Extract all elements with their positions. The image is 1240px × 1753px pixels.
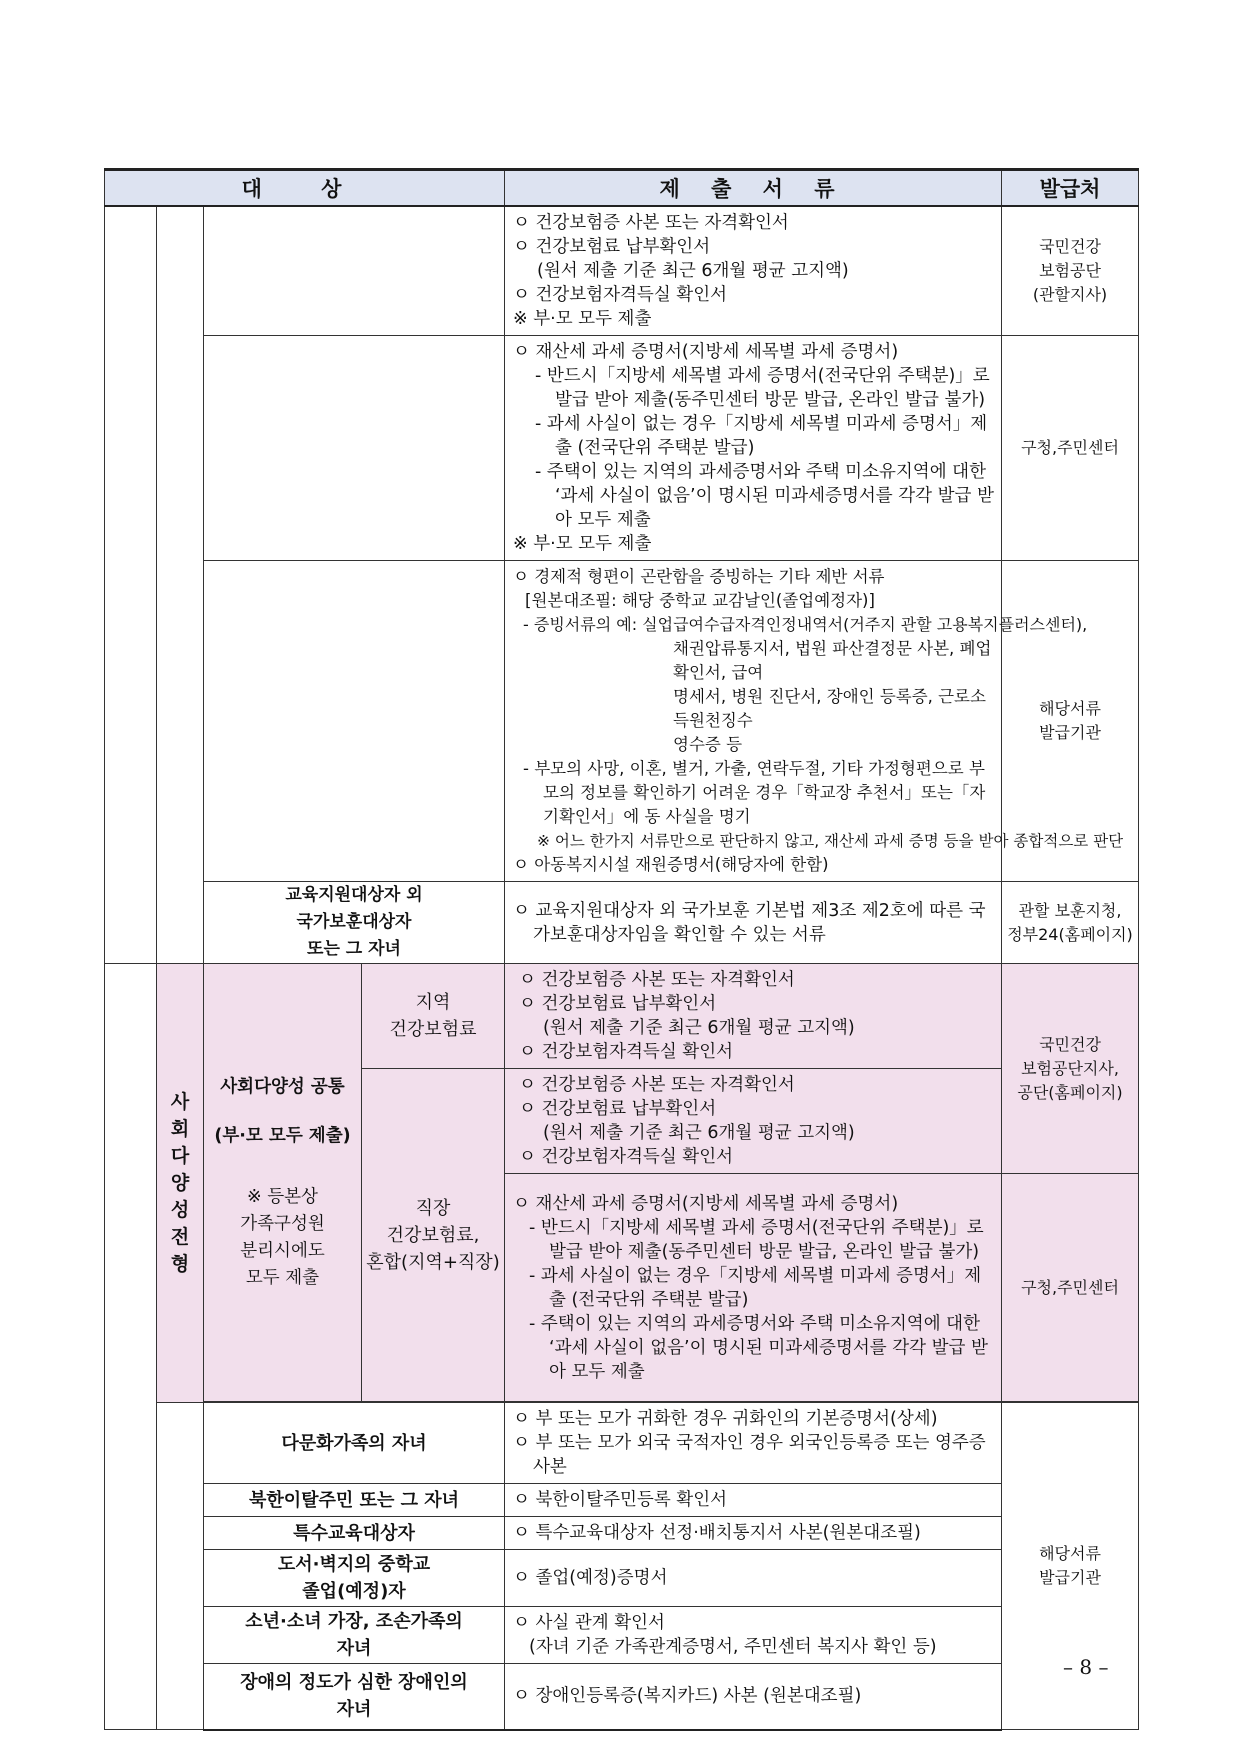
- table-row: [105, 206, 1139, 336]
- label-line: 혼합(지역+직장): [366, 1251, 500, 1273]
- doc-line: ※ 부·모 모두 제출: [513, 534, 652, 554]
- target-cell: [204, 1484, 505, 1517]
- target-line: 졸업(예정)자: [302, 1581, 406, 1602]
- issuer-cell: [1002, 206, 1139, 336]
- table-row: [105, 561, 1139, 882]
- target-veteran: [204, 882, 505, 964]
- documents-cell: [505, 1607, 1002, 1664]
- target-cell: [204, 1517, 505, 1550]
- sub-category-cell: [157, 206, 204, 964]
- issuer-cell: [1002, 1403, 1139, 1730]
- documents-cell: [505, 206, 1002, 336]
- table-row: [105, 1403, 1139, 1484]
- issuer-line: 국민건강: [1039, 1034, 1101, 1054]
- doc-line: - 증빙서류의 예: 실업급여수급자격인정내역서(거주지 관할 고용복지플러스센터),: [523, 615, 1088, 634]
- issuer-line: 보험공단: [1039, 261, 1101, 280]
- doc-line: ㅇ 특수교육대상자 선정·배치통지서 사본(원본대조필): [513, 1523, 921, 1543]
- documents-cell: [505, 1664, 1002, 1730]
- issuer-line: 발급기관: [1039, 723, 1101, 742]
- doc-line: ㅇ 아동복지시설 재원증명서(해당자에 한함): [513, 855, 829, 874]
- social-diversity-label: [157, 964, 204, 1403]
- label-line: 지역: [415, 992, 451, 1013]
- table-row: [105, 964, 1139, 1069]
- issuer-line: 발급기관: [1039, 1568, 1101, 1587]
- issuer-line: 정부24(홈페이지): [1007, 924, 1133, 944]
- regional-insurance-label: [362, 964, 505, 1069]
- table-row: [105, 882, 1139, 964]
- label-line: 건강보험료: [389, 1019, 477, 1040]
- doc-line: 명세서, 병원 진단서, 장애인 등록증, 근로소득원천징수: [673, 687, 986, 730]
- left-category-cell: [105, 964, 157, 1730]
- documents-cell: [505, 964, 1002, 1069]
- doc-line: (원서 제출 기준 최근 6개월 평균 고지액): [537, 261, 849, 281]
- doc-line: ㅇ 건강보험료 납부확인서: [513, 237, 711, 257]
- social-common-title: 사회다양성 공통: [220, 1076, 345, 1097]
- vertical-char: 사: [170, 1090, 190, 1113]
- target-line: 자녀: [336, 1699, 372, 1721]
- vertical-char: 양: [170, 1171, 190, 1194]
- label-line: 직장: [415, 1197, 451, 1219]
- doc-line: ㅇ 건강보험증 사본 또는 자격확인서: [519, 970, 795, 990]
- doc-line: ㅇ 건강보험자격득실 확인서: [513, 285, 728, 305]
- doc-line: 영수증 등: [673, 735, 743, 754]
- note-line: 가족구성원: [240, 1213, 325, 1234]
- doc-line: ㅇ 건강보험자격득실 확인서: [519, 1147, 734, 1167]
- doc-line: ㅇ 장애인등록증(복지카드) 사본 (원본대조필): [513, 1686, 862, 1707]
- documents-cell: [505, 882, 1002, 964]
- vertical-char: 성: [170, 1198, 190, 1221]
- note-line: 분리시에도: [240, 1240, 325, 1261]
- doc-line: ㅇ 재산세 과세 증명서(지방세 세목별 과세 증명서): [513, 342, 899, 362]
- doc-line: ㅇ 재산세 과세 증명서(지방세 세목별 과세 증명서): [513, 1193, 899, 1214]
- table-header-row: [105, 170, 1139, 207]
- doc-line: - 부모의 사망, 이혼, 별거, 가출, 연락두절, 기타 가정형편으로 부모의 정보를 확인하기 어려운 경우「학교장 추천서」또는「자기확인서」에 동 사실을 명기: [523, 759, 986, 826]
- documents-cell: [505, 1550, 1002, 1607]
- note-line: 모두 제출: [245, 1267, 320, 1288]
- target-cell-empty: [204, 561, 505, 882]
- vertical-char: 전: [170, 1225, 190, 1248]
- doc-line: (원서 제출 기준 최근 6개월 평균 고지액): [543, 1123, 855, 1143]
- doc-line: ㅇ 건강보험증 사본 또는 자격확인서: [519, 1075, 795, 1095]
- table-row: [105, 1484, 1139, 1517]
- doc-line: ㅇ 건강보험자격득실 확인서: [519, 1042, 734, 1062]
- document-table: [104, 168, 1139, 1731]
- header-issuer: 발급처: [1002, 170, 1139, 207]
- issuer-line: 보험공단지사,: [1021, 1058, 1119, 1078]
- doc-line: ㅇ 경제적 형편이 곤란함을 증빙하는 기타 제반 서류: [513, 567, 885, 586]
- social-common-sub: (부·모 모두 제출): [214, 1125, 351, 1146]
- issuer-line: 공단(홈페이지): [1017, 1082, 1123, 1102]
- header-documents: 제 출 서 류: [505, 170, 1002, 207]
- documents-cell: [505, 1484, 1002, 1517]
- target-line: 소년·소녀 가장, 조손가족의: [245, 1611, 463, 1632]
- doc-line: ㅇ 건강보험료 납부확인서: [519, 1099, 717, 1119]
- issuer-cell: 구청,주민센터: [1002, 1174, 1139, 1402]
- label-line: 건강보험료,: [386, 1224, 480, 1246]
- doc-line: ㅇ 건강보험증 사본 또는 자격확인서: [513, 213, 789, 233]
- doc-line: (원서 제출 기준 최근 6개월 평균 고지액): [543, 1018, 855, 1038]
- target-line: 특수교육대상자: [293, 1522, 415, 1544]
- table-row: [105, 336, 1139, 561]
- doc-line: - 주택이 있는 지역의 과세증명서와 주택 미소유지역에 대한 ‘과세 사실이 없음’이 명시된 미과세증명서를 각각 발급 받아 모두 제출: [529, 1313, 988, 1382]
- doc-line: - 과세 사실이 없는 경우「지방세 세목별 미과세 증명서」제출 (전국단위 주택분 발급): [529, 1265, 982, 1310]
- doc-line: ㅇ 교육지원대상자 외 국가보훈 기본법 제3조 제2호에 따른 국가보훈대상자임을 확인할 수 있는 서류: [513, 900, 986, 945]
- doc-line: 채권압류통지서, 법원 파산결정문 사본, 폐업확인서, 급여: [673, 639, 992, 682]
- doc-line: (자녀 기준 가족관계증명서, 주민센터 복지사 확인 등): [529, 1637, 937, 1657]
- target-cell: [204, 1550, 505, 1607]
- target-line: 다문화가족의 자녀: [281, 1432, 427, 1454]
- table-row: [105, 1607, 1139, 1664]
- target-cell-empty: [204, 206, 505, 336]
- doc-line: [원본대조필: 해당 중학교 교감날인(졸업예정자)]: [525, 591, 875, 610]
- sub-category-cell: [157, 1403, 204, 1730]
- vertical-char: 회: [170, 1117, 190, 1140]
- doc-line: ㅇ 건강보험료 납부확인서: [519, 994, 717, 1014]
- issuer-line: 해당서류: [1039, 699, 1101, 718]
- doc-line: ㅇ 사실 관계 확인서: [513, 1613, 665, 1633]
- issuer-cell: [1002, 882, 1139, 964]
- issuer-line: 국민건강: [1039, 237, 1101, 256]
- doc-line: ㅇ 북한이탈주민등록 확인서: [513, 1490, 728, 1510]
- target-line: 장애의 정도가 심한 장애인의: [240, 1672, 468, 1694]
- issuer-cell: [1002, 964, 1139, 1174]
- vertical-char: 다: [170, 1144, 190, 1167]
- table-row: [105, 1550, 1139, 1607]
- social-common-cell: [204, 964, 362, 1402]
- note-line: ※ 등본상: [247, 1186, 318, 1207]
- issuer-cell: 구청,주민센터: [1002, 336, 1139, 561]
- target-line: 교육지원대상자 외: [285, 885, 423, 905]
- doc-line: - 과세 사실이 없는 경우「지방세 세목별 미과세 증명서」제출 (전국단위 주택분 발급): [535, 414, 988, 458]
- issuer-line: 해당서류: [1039, 1544, 1101, 1563]
- vertical-char: 형: [170, 1252, 190, 1275]
- workplace-insurance-label: [362, 1069, 505, 1402]
- issuer-line: 관할 보훈지청,: [1018, 900, 1122, 920]
- documents-cell: [505, 1069, 1002, 1174]
- target-line: 자녀: [336, 1638, 372, 1659]
- doc-line: - 주택이 있는 지역의 과세증명서와 주택 미소유지역에 대한 ‘과세 사실이 없음’이 명시된 미과세증명서를 각각 발급 받아 모두 제출: [535, 462, 994, 530]
- table-row: [105, 1664, 1139, 1730]
- target-line: 또는 그 자녀: [307, 939, 401, 959]
- target-cell: [204, 1403, 505, 1484]
- left-category-cell: [105, 206, 157, 964]
- documents-cell: [505, 1403, 1002, 1484]
- issuer-line: (관할지사): [1032, 285, 1108, 304]
- doc-line: ㅇ 졸업(예정)증명서: [513, 1568, 668, 1588]
- documents-cell: [505, 1174, 1002, 1402]
- documents-cell: [505, 1517, 1002, 1550]
- target-line: 북한이탈주민 또는 그 자녀: [248, 1489, 460, 1511]
- doc-line: ㅇ 부 또는 모가 귀화한 경우 귀화인의 기본증명서(상세): [513, 1409, 938, 1429]
- header-target: 대 상: [105, 170, 505, 207]
- doc-line: ※ 부·모 모두 제출: [513, 309, 652, 329]
- page-number: – 8 –: [1063, 1655, 1109, 1679]
- doc-line: ※ 어느 한가지 서류만으로 판단하지 않고, 재산세 과세 증명 등을 받아 종합적으로 판단: [537, 832, 1124, 850]
- documents-cell: [505, 336, 1002, 561]
- doc-line: - 반드시「지방세 세목별 과세 증명서(전국단위 주택분)」로 발급 받아 제출(동주민센터 방문 발급, 온라인 발급 불가): [535, 366, 990, 410]
- doc-line: ㅇ 부 또는 모가 외국 국적자인 경우 외국인등록증 또는 영주증 사본: [513, 1433, 986, 1477]
- target-cell: [204, 1664, 505, 1730]
- target-cell-empty: [204, 336, 505, 561]
- target-line: 국가보훈대상자: [296, 912, 412, 932]
- table-row: [105, 1517, 1139, 1550]
- doc-line: - 반드시「지방세 세목별 과세 증명서(전국단위 주택분)」로 발급 받아 제출(동주민센터 방문 발급, 온라인 발급 불가): [529, 1217, 984, 1262]
- target-cell: [204, 1607, 505, 1664]
- target-line: 도서·벽지의 중학교: [277, 1554, 431, 1575]
